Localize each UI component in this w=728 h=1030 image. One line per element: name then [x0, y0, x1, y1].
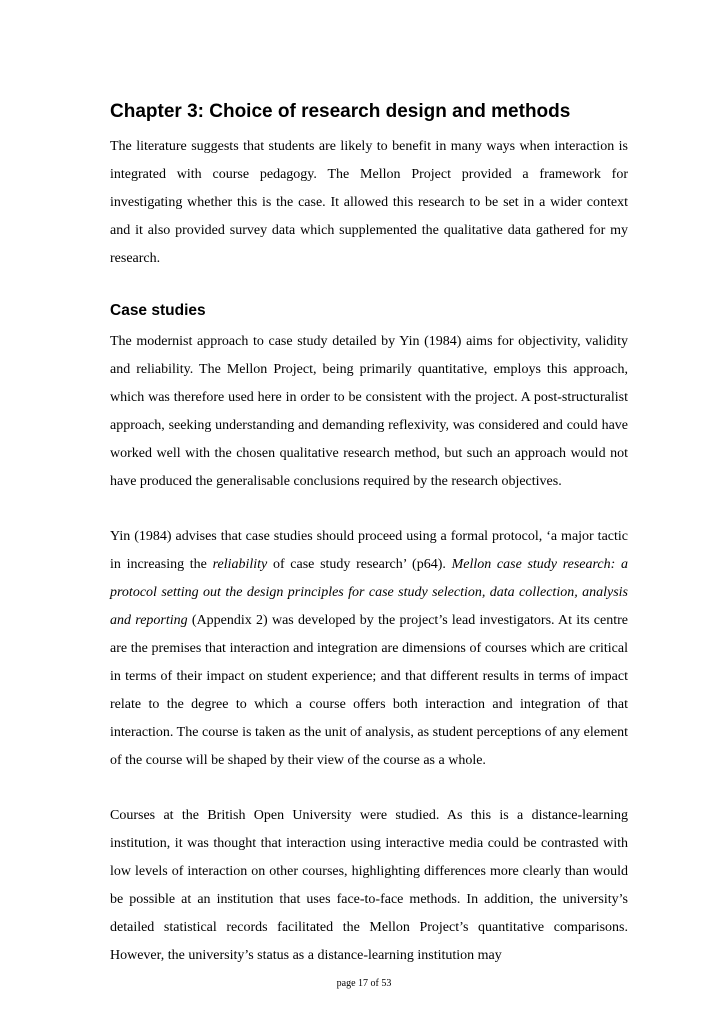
text-run: of case study research’ (p64).	[267, 557, 452, 572]
text-run: (Appendix 2) was developed by the project’s lead investigators. At its centre are the premises that interaction and integration are dimensions of courses which are critical in terms of their impact on student experience; and that different results in terms of impact relate to the degree to which a course offers both interaction and integration of that interaction. The course is taken as the unit of analysis, as student perceptions of any element of the course will be shaped by their view of the course as a whole.	[110, 613, 628, 768]
page-number-footer: page 17 of 53	[336, 978, 392, 989]
case-paragraph-3: Courses at the British Open University were studied. As this is a distance-learning institution, it was thought that interaction using interactive media could be contrasted with low levels of interaction on other courses, highlighting differences more clearly than would be possible at an institution that uses face-to-face methods. In addition, the university’s detailed statistical records facilitated the Mellon Project’s quantitative comparisons. However, the university’s status as a distance-learning institution may	[110, 808, 628, 963]
case-paragraph-1: The modernist approach to case study detailed by Yin (1984) aims for objectivity, validity and reliability. The Mellon Project, being primarily quantitative, employs this approach, which was therefore used here in order to be consistent with the project. A post-structuralist approach, seeking understanding and demanding reflexivity, was considered and could have worked well with the chosen qualitative research method, but such an approach would not have produced the generalisable conclusions required by the research objectives.	[110, 334, 628, 489]
italic-term-reliability: reliability	[212, 557, 268, 572]
chapter-title: Chapter 3: Choice of research design and methods	[110, 101, 571, 122]
case-paragraph-2	[110, 523, 628, 775]
text-run: Yin (1984) advises that case studies should proceed using a formal protocol, ‘a major tactic in increasing the	[110, 529, 628, 572]
section-heading-case-studies: Case studies	[110, 302, 206, 319]
italic-document-title: Mellon case study research: a protocol setting out the design principles for case study selection, data collection, analysis and reporting	[110, 557, 628, 628]
intro-paragraph: The literature suggests that students are likely to benefit in many ways when interaction is integrated with course pedagogy. The Mellon Project provided a framework for investigating whether this is the case. It allowed this research to be set in a wider context and it also provided survey data which supplemented the qualitative data gathered for my research.	[110, 139, 628, 266]
